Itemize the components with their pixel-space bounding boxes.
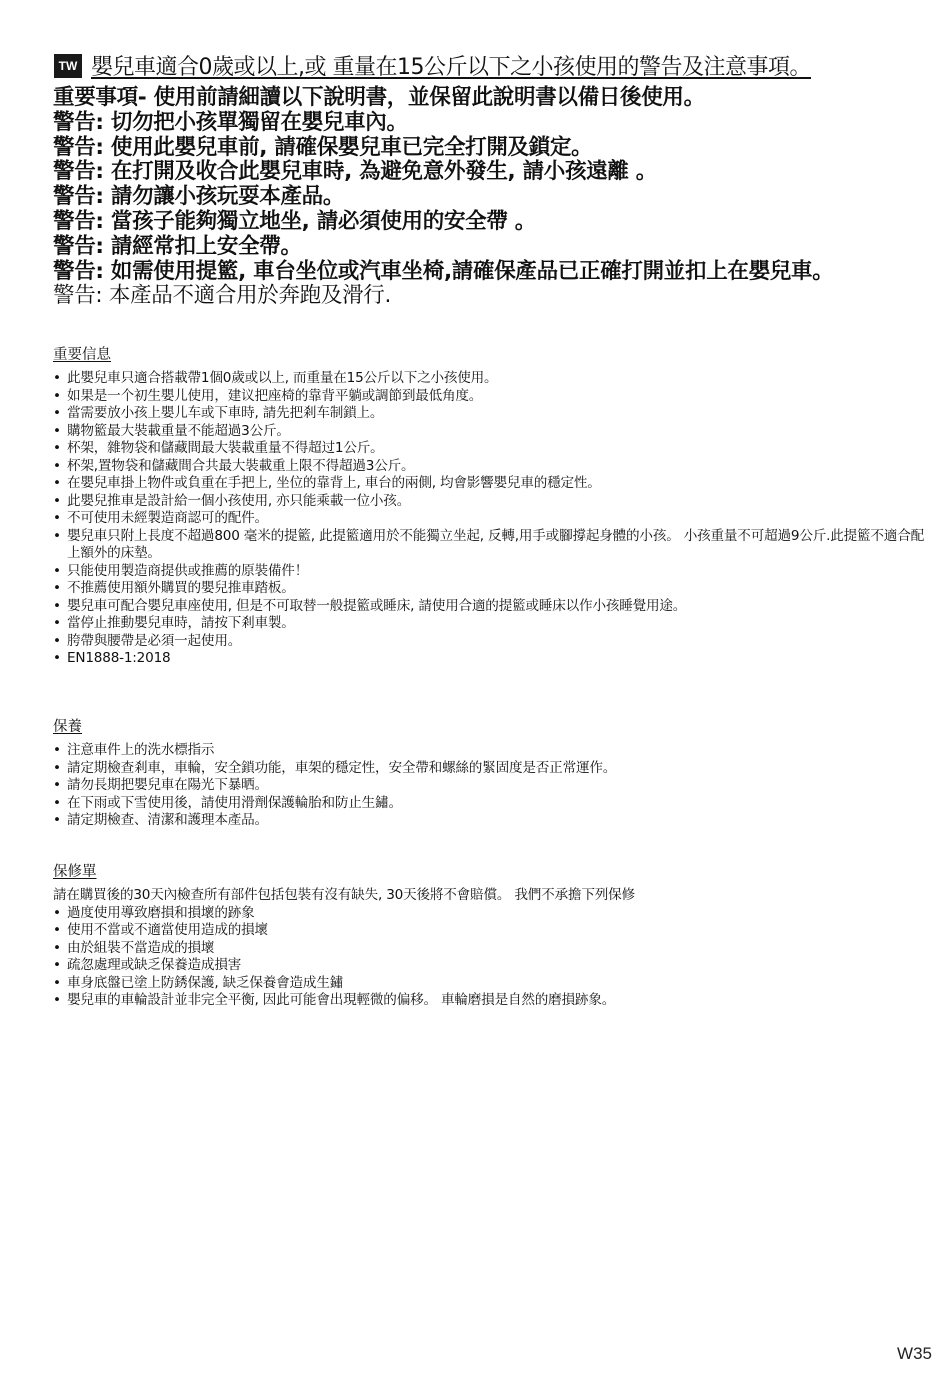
list-item: • 此嬰兒車只適合搭載帶1個0歲或以上, 而重量在15公斤以下之小孩使用。: [53, 370, 933, 388]
section-heading: 保養: [53, 719, 82, 735]
list-item: • 在下雨或下雪使用後，請使用滑劑保護輪胎和防止生鏽。: [53, 795, 933, 813]
warning-line: 警告: 切勿把小孩單獨留在嬰兒車內。: [53, 109, 408, 135]
warnings-block: [53, 86, 933, 309]
list-item: • 購物籃最大裝載重量不能超過3公斤。: [53, 423, 933, 441]
list-item: • EN1888-1:2018: [53, 650, 933, 668]
list-item: • 嬰兒車的車輪設計並非完全平衡, 因此可能會出現輕微的偏移。 車輪磨損是自然的磨損跡象。: [53, 992, 933, 1010]
page-number: W35: [897, 1344, 932, 1363]
list-item: • 在嬰兒車掛上物件或負重在手把上, 坐位的靠背上, 車台的兩側, 均會影響嬰兒車的穩定性。: [53, 475, 933, 493]
list-item: • 請定期檢查、清潔和護理本產品。: [53, 812, 933, 830]
important-info-list: [53, 370, 933, 668]
warning-line: 警告: 如需使用提籃, 車台坐位或汽車坐椅,請確保產品已正確打開並扣上在嬰兒車。: [53, 258, 834, 284]
list-item: • 請勿長期把嬰兒車在陽光下暴晒。: [53, 777, 933, 795]
list-item: • 胯帶與腰帶是必須一起使用。: [53, 633, 933, 651]
list-item: • 杯架,置物袋和儲藏間合共最大裝載重上限不得超過3公斤。: [53, 458, 933, 476]
list-item: • 使用不當或不適當使用造成的損壞: [53, 922, 933, 940]
list-item: • 車身底盤已塗上防銹保護, 缺乏保養會造成生鏽: [53, 975, 933, 993]
page-title: 嬰兒車適合0歲或以上,或 重量在15公斤以下之小孩使用的警告及注意事項。: [91, 55, 811, 80]
maintenance-section: [53, 717, 933, 830]
list-item: • 不可使用未經製造商認可的配件。: [53, 510, 933, 528]
warranty-list: [53, 905, 933, 1010]
important-info-section: [53, 345, 933, 668]
list-item: • 由於組裝不當造成的損壞: [53, 940, 933, 958]
title-row: [54, 50, 934, 81]
section-heading: 保修單: [53, 864, 97, 880]
warning-line: 警告: 請經常扣上安全帶。: [53, 233, 302, 259]
language-badge: TW: [54, 54, 82, 78]
warranty-intro: 請在購買後的30天內檢查所有部件包括包裝有沒有缺失, 30天後將不會賠償。 我們不承擔下列保修: [53, 887, 635, 903]
list-item: • 當需要放小孩上嬰儿车或下車時, 請先把剎车制鎖上。: [53, 405, 933, 423]
warning-line: 警告: 在打開及收合此嬰兒車時, 為避免意外發生, 請小孩遠離 。: [53, 159, 657, 185]
list-item: • 當停止推動嬰兒車時，請按下剎車製。: [53, 615, 933, 633]
warning-line: 警告: 當孩子能夠獨立地坐, 請必須使用的安全帶 。: [53, 208, 536, 234]
list-item: • 嬰兒車可配合嬰兒車座使用, 但是不可取替一般提籃或睡床, 請使用合適的提籃或睡床以作小孩睡覺用途。: [53, 598, 933, 616]
list-item: • 嬰兒車只附上長度不超過800 毫米的提籃, 此提籃適用於不能獨立坐起, 反轉,用手或腳撐起身體的小孩。 小孩重量不可超過9公斤.此提籃不適合配上額外的床墊。: [53, 528, 933, 563]
list-item: • 只能使用製造商提供或推薦的原裝備件！: [53, 563, 933, 581]
important-notice: 重要事項- 使用前請細讀以下說明書，並保留此說明書以備日後使用。: [53, 85, 705, 110]
list-item: • 疏忽處理或缺乏保養造成損害: [53, 957, 933, 975]
list-item: • 請定期檢查剎車，車輪，安全鎖功能，車架的穩定性，安全帶和螺絲的緊固度是否正常運作。: [53, 760, 933, 778]
warranty-section: [53, 862, 933, 1010]
maintenance-list: [53, 742, 933, 830]
warning-line: 警告: 請勿讓小孩玩耍本產品。: [53, 184, 345, 210]
list-item: • 過度使用導致磨損和損壞的跡象: [53, 905, 933, 923]
list-item: • 此嬰兒推車是設計給一個小孩使用, 亦只能乘載一位小孩。: [53, 493, 933, 511]
warning-line: 警告: 本產品不適合用於奔跑及滑行.: [53, 283, 392, 309]
section-heading: 重要信息: [53, 347, 111, 363]
warning-line: 警告: 使用此嬰兒車前, 請確保嬰兒車已完全打開及鎖定。: [53, 134, 593, 160]
list-item: • 杯架，雜物袋和儲藏間最大裝載重量不得超过1公斤。: [53, 440, 933, 458]
list-item: • 不推薦使用額外購買的嬰兒推車踏板。: [53, 580, 933, 598]
list-item: • 注意車件上的洗水標指示: [53, 742, 933, 760]
list-item: • 如果是一个初生嬰儿使用，建议把座椅的靠背平躺或調節到最低角度。: [53, 388, 933, 406]
